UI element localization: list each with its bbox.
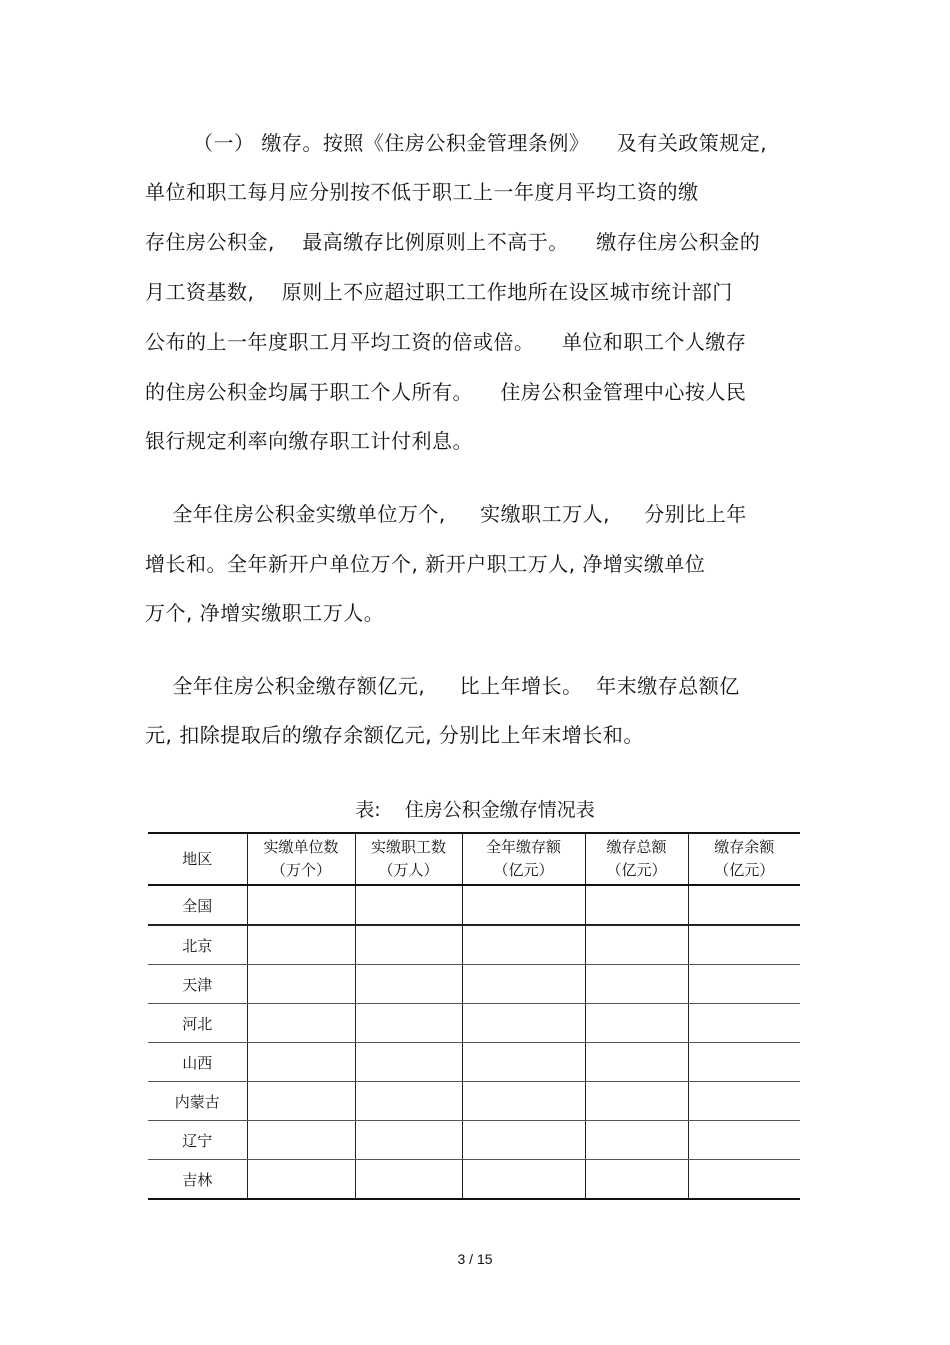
paragraph-line: 万个, 净增实缴职工万人。: [145, 601, 385, 625]
table-row: [148, 1160, 800, 1200]
page-number: 3 / 15: [457, 1251, 493, 1267]
region-cell: 北京: [148, 925, 247, 965]
header-paying-units: 实缴单位数 （万个）: [247, 833, 355, 885]
region-cell: 内蒙古: [148, 1082, 247, 1121]
paragraph-line: 全年住房公积金缴存额亿元, 比上年增长。 年末缴存总额亿: [145, 674, 740, 698]
region-cell: 辽宁: [148, 1121, 247, 1160]
paragraph-line: 全年住房公积金实缴单位万个, 实缴职工万人, 分别比上年: [145, 502, 747, 526]
table-caption: 表: 住房公积金缴存情况表: [355, 799, 595, 821]
paragraph-line: 公布的上一年度职工月平均工资的倍或倍。 单位和职工个人缴存: [145, 330, 747, 354]
table-row: [148, 925, 800, 965]
paragraph-line: 银行规定利率向缴存职工计付利息。: [145, 429, 473, 453]
table-row: [148, 1082, 800, 1121]
region-cell: 天津: [148, 965, 247, 1004]
table-row: [148, 1004, 800, 1043]
paragraph-line: 的住房公积金均属于职工个人所有。 住房公积金管理中心按人民: [145, 380, 747, 404]
header-total-deposit: 缴存总额 （亿元）: [585, 833, 688, 885]
paragraph-line: 增长和。全年新开户单位万个, 新开户职工万人, 净增实缴单位: [145, 552, 706, 576]
paragraph-line: 月工资基数, 原则上不应超过职工工作地所在设区城市统计部门: [145, 280, 733, 304]
header-deposit-balance: 缴存余额 （亿元）: [688, 833, 800, 885]
region-cell: 山西: [148, 1043, 247, 1082]
header-paying-employees: 实缴职工数 （万人）: [355, 833, 462, 885]
table-row: [148, 1043, 800, 1082]
table-row: [148, 1121, 800, 1160]
table-row: [148, 965, 800, 1004]
table-row: [148, 885, 800, 925]
region-cell: 吉林: [148, 1160, 247, 1200]
header-region: 地区: [148, 833, 247, 885]
table-header-row: [148, 833, 800, 885]
paragraph-line: 单位和职工每月应分别按不低于职工上一年度月平均工资的缴: [145, 180, 699, 204]
paragraph-line: 元, 扣除提取后的缴存余额亿元, 分别比上年末增长和。: [145, 723, 644, 747]
paragraph-line: （一） 缴存。按照《住房公积金管理条例》 及有关政策规定,: [193, 131, 768, 155]
region-cell: 全国: [148, 885, 247, 925]
deposit-table: [148, 832, 800, 1200]
region-cell: 河北: [148, 1004, 247, 1043]
paragraph-line: 存住房公积金, 最高缴存比例原则上不高于。 缴存住房公积金的: [145, 230, 761, 254]
header-annual-deposit: 全年缴存额 （亿元）: [462, 833, 585, 885]
